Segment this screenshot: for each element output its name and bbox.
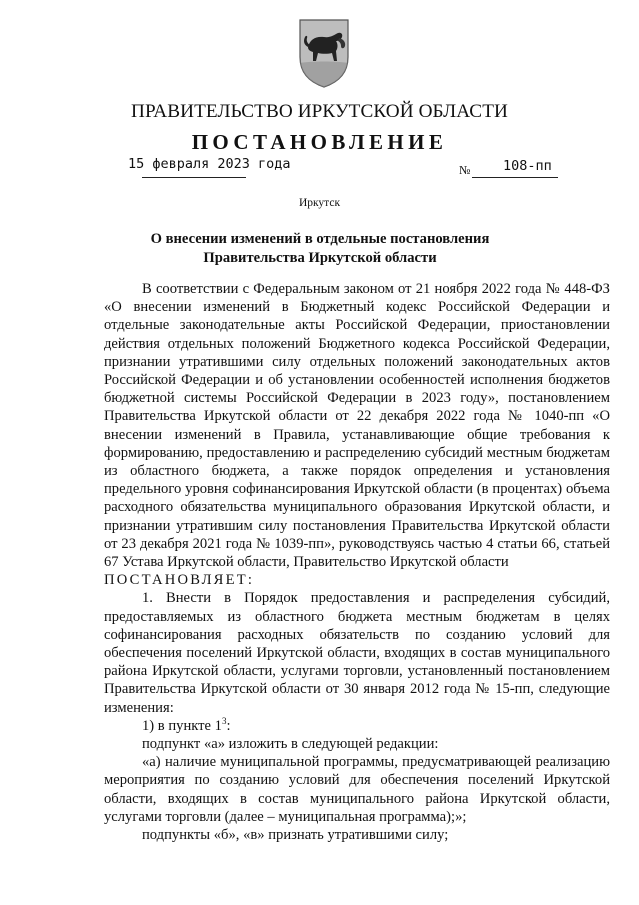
item-1-1-text: 1) в пункте 1 [142, 717, 222, 734]
government-name: ПРАВИТЕЛЬСТВО ИРКУТСКОЙ ОБЛАСТИ [131, 101, 508, 122]
decree-word: ПОСТАНОВЛЯЕТ: [104, 572, 255, 589]
document-date: 15 февраля 2023 года [128, 156, 291, 172]
preamble-paragraph: В соответствии с Федеральным законом от 21 ноября 2022 года № 448-ФЗ «О внесении изменений в Бюджетный кодекс Российской Федерации и отдельные законодательные акты Российской Федерации, приостановлении действия отдельных положений Бюджетного кодекса Российской Федерации, признании утратившими силу отдельных положений законодательных актов Российской Федерации и об установлении особенностей исполнения бюджетов бюджетной системы Российской Федерации в 2023 году», постановлением Правительства Иркутской области от 22 декабря 2022 года № 1040-пп «О внесении изменений в Правила, устанавливающие общие требования к формированию, предоставлению и распределению субсидий местным бюджетам из областного бюджета, а также порядок определения и установления предельного уровня софинансирования Иркутской области (в процентах) объема расходного обязательства муниципального образования Иркутской области, и признании утратившим силу постановления Правительства Иркутской области от 23 декабря 2021 года № 1039-пп», руководствуясь частью 4 статьи 66, статьей 67 Устава Иркутской области, Правительство Иркутской области [104, 281, 610, 571]
date-underline [142, 177, 246, 178]
document-body [104, 280, 610, 844]
subitems-b-v-paragraph: подпункты «б», «в» признать утратившими силу; [142, 827, 449, 844]
irkutsk-coat-of-arms-icon [296, 17, 352, 89]
document-heading: О внесении изменений в отдельные постановления Правительства Иркутской области [150, 231, 490, 266]
subitem-a-text: «а) наличие муниципальной программы, предусматривающей реализацию мероприятия по созданию условий для обеспечения поселений Иркутской области, входящих в состав муниципального района Иркутской области, услугами торговли (далее – муниципальная программа);»; [104, 754, 610, 825]
city-name: Иркутск [298, 197, 341, 209]
number-underline [472, 177, 558, 178]
item-1-paragraph: 1. Внести в Порядок предоставления и распределения субсидий, предоставляемых из областного бюджета местным бюджетам в целях софинансирования расходных обязательств по созданию условий для обеспечения поселений Иркутской области, входящих в состав муниципального района Иркутской области, услугами торговли, установленный постановлением Правительства Иркутской области от 30 января 2012 года № 15-пп, следующие изменения: [104, 590, 610, 716]
subitem-a-intro: подпункт «а» изложить в следующей редакции: [142, 736, 439, 753]
document-number: 108-пп [503, 158, 552, 174]
item-1-1-paragraph [104, 717, 610, 735]
item-1-1-colon: : [226, 717, 231, 734]
item-1-1-superscript: 3 [221, 715, 227, 726]
number-sign: № [459, 163, 471, 177]
document-type: ПОСТАНОВЛЕНИЕ [191, 130, 448, 154]
